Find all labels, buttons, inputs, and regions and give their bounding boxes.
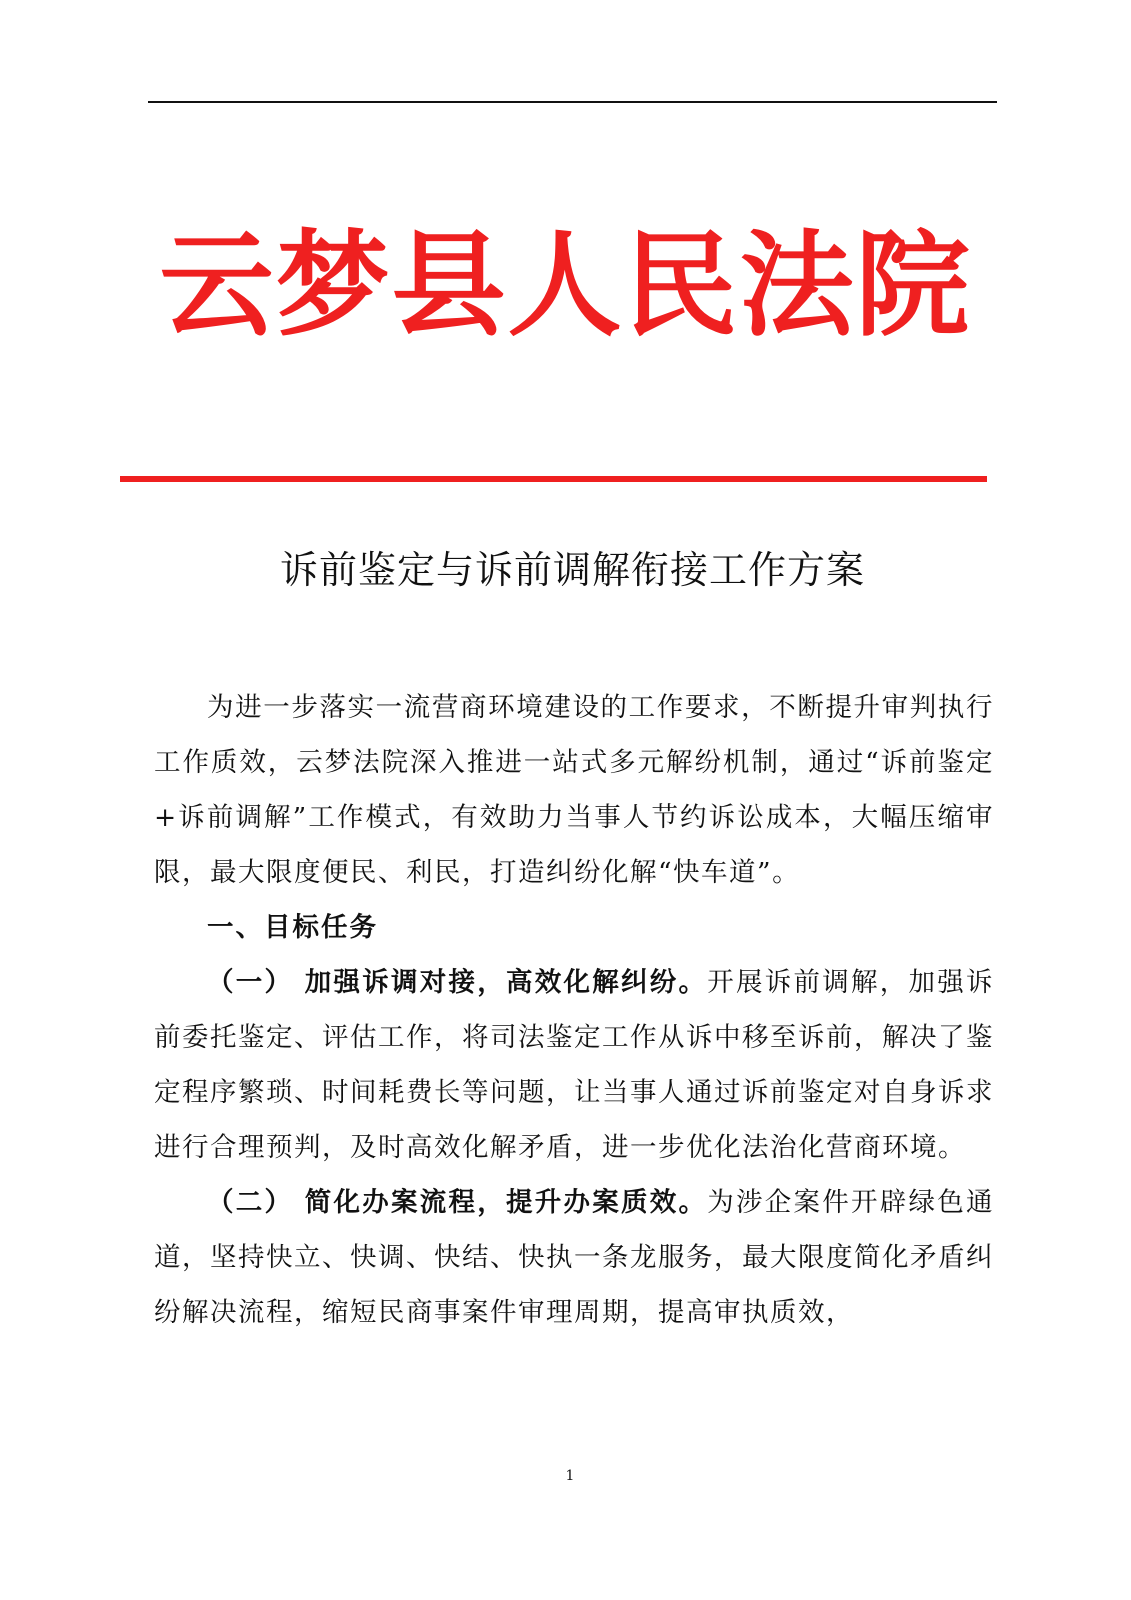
item-text-1: 开展诉前调解，加强诉前委托鉴定、评估工作，将司法鉴定工作从诉中移至诉前，解决了鉴定程序繁琐、时间耗费长等问题，让当事人通过诉前鉴定对自身诉求进行合理预判，及时高效化解矛盾，进一步优化法治化营商环境。 (154, 967, 995, 1163)
organization-header: 云梦县人民法院 (159, 218, 972, 352)
item-lead-1: （一） 加强诉调对接，高效化解纠纷。 (207, 967, 708, 998)
page-number: 1 (565, 1468, 575, 1484)
top-rule (148, 101, 997, 103)
item-lead-2: （二） 简化办案流程，提升办案质效。 (207, 1187, 708, 1218)
item-paragraph-1 (154, 955, 994, 1175)
document-title: 诉前鉴定与诉前调解衔接工作方案 (279, 548, 865, 592)
intro-paragraph: 为进一步落实一流营商环境建设的工作要求，不断提升审判执行工作质效，云梦法院深入推进一站式多元解纷机制，通过“诉前鉴定+诉前调解”工作模式，有效助力当事人节约诉讼成本，大幅压缩审限，最大限度便民、利民，打造纠纷化解“快车道”。 (154, 692, 994, 888)
item-text-2: 为涉企案件开辟绿色通道，坚持快立、快调、快结、快执一条龙服务，最大限度简化矛盾纠纷解决流程，缩短民商事案件审理周期，提高审执质效， (154, 1187, 995, 1328)
red-divider (120, 476, 987, 482)
item-paragraph-2 (154, 1175, 994, 1340)
document-body (154, 680, 994, 1340)
section-heading: 一、目标任务 (207, 912, 378, 943)
